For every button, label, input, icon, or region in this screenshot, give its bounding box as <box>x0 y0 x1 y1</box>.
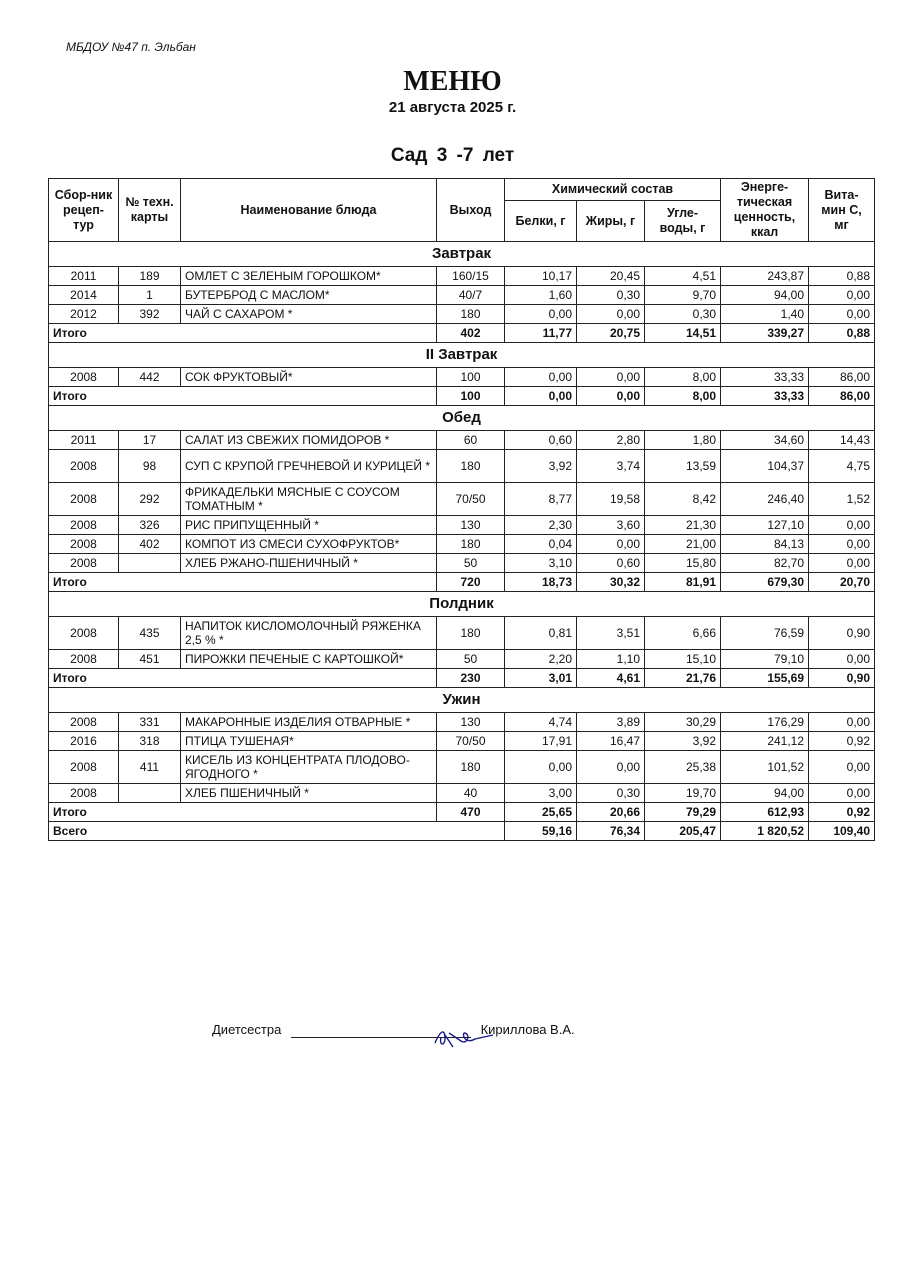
energy-value: 76,59 <box>721 617 809 650</box>
tech-card-number <box>119 554 181 573</box>
table-row <box>49 751 875 784</box>
recipe-collection: 2008 <box>49 784 119 803</box>
protein-value: 0,00 <box>505 751 577 784</box>
grand-total-vitamin-c: 109,40 <box>809 822 875 841</box>
fat-value: 3,51 <box>577 617 645 650</box>
table-row <box>49 535 875 554</box>
table-row <box>49 267 875 286</box>
energy-value: 34,60 <box>721 431 809 450</box>
col-name-header: Наименование блюда <box>181 179 437 242</box>
subtotal-energy: 155,69 <box>721 669 809 688</box>
protein-value: 3,92 <box>505 450 577 483</box>
section-title: II Завтрак <box>49 343 875 368</box>
subtotal-row <box>49 573 875 592</box>
energy-value: 82,70 <box>721 554 809 573</box>
subtotal-label: Итого <box>49 324 437 343</box>
subtotal-fat: 20,75 <box>577 324 645 343</box>
energy-value: 243,87 <box>721 267 809 286</box>
dish-yield: 50 <box>437 650 505 669</box>
energy-value: 94,00 <box>721 286 809 305</box>
subtotal-row <box>49 803 875 822</box>
section-title: Полдник <box>49 592 875 617</box>
col-card-header: № техн. карты <box>119 179 181 242</box>
protein-value: 2,30 <box>505 516 577 535</box>
fat-value: 1,10 <box>577 650 645 669</box>
recipe-collection: 2014 <box>49 286 119 305</box>
menu-date: 21 августа 2025 г. <box>388 99 517 116</box>
section-title: Ужин <box>49 688 875 713</box>
protein-value: 0,60 <box>505 431 577 450</box>
energy-value: 241,12 <box>721 732 809 751</box>
vitamin-c-value: 4,75 <box>809 450 875 483</box>
subtotal-carbs: 8,00 <box>645 387 721 406</box>
subtotal-vitamin-c: 20,70 <box>809 573 875 592</box>
subtotal-protein: 18,73 <box>505 573 577 592</box>
tech-card-number: 331 <box>119 713 181 732</box>
section-row <box>49 406 875 431</box>
tech-card-number: 411 <box>119 751 181 784</box>
energy-value: 176,29 <box>721 713 809 732</box>
dish-name: КОМПОТ ИЗ СМЕСИ СУХОФРУКТОВ* <box>181 535 437 554</box>
recipe-collection: 2016 <box>49 732 119 751</box>
protein-value: 0,00 <box>505 368 577 387</box>
recipe-collection: 2008 <box>49 483 119 516</box>
protein-value: 0,04 <box>505 535 577 554</box>
vitamin-c-value: 0,00 <box>809 713 875 732</box>
subtotal-vitamin-c: 0,88 <box>809 324 875 343</box>
protein-value: 10,17 <box>505 267 577 286</box>
section-title: Завтрак <box>49 242 875 267</box>
carbs-value: 9,70 <box>645 286 721 305</box>
vitamin-c-value: 0,00 <box>809 516 875 535</box>
tech-card-number: 189 <box>119 267 181 286</box>
dish-name: ЧАЙ С САХАРОМ * <box>181 305 437 324</box>
subtotal-label: Итого <box>49 387 437 406</box>
table-row <box>49 650 875 669</box>
subtotal-vitamin-c: 0,90 <box>809 669 875 688</box>
table-row <box>49 286 875 305</box>
recipe-collection: 2008 <box>49 554 119 573</box>
energy-value: 101,52 <box>721 751 809 784</box>
carbs-value: 15,10 <box>645 650 721 669</box>
carbs-value: 21,30 <box>645 516 721 535</box>
protein-value: 2,20 <box>505 650 577 669</box>
grand-total-energy: 1 820,52 <box>721 822 809 841</box>
col-energy-header: Энерге-тическая ценность, ккал <box>721 179 809 242</box>
recipe-collection: 2008 <box>49 751 119 784</box>
table-row <box>49 732 875 751</box>
dish-yield: 70/50 <box>437 732 505 751</box>
subtotal-carbs: 14,51 <box>645 324 721 343</box>
vitamin-c-value: 1,52 <box>809 483 875 516</box>
handwritten-signature <box>431 1025 501 1051</box>
fat-value: 0,00 <box>577 751 645 784</box>
subtotal-yield: 402 <box>437 324 505 343</box>
grand-total-fat: 76,34 <box>577 822 645 841</box>
dish-name: ОМЛЕТ С ЗЕЛЕНЫМ ГОРОШКОМ* <box>181 267 437 286</box>
signer-name: Кириллова В.А. <box>480 1022 575 1037</box>
energy-value: 104,37 <box>721 450 809 483</box>
table-row <box>49 784 875 803</box>
vitamin-c-value: 0,00 <box>809 286 875 305</box>
dish-name: ПТИЦА ТУШЕНАЯ* <box>181 732 437 751</box>
dish-yield: 50 <box>437 554 505 573</box>
table-row <box>49 305 875 324</box>
dish-name: КИСЕЛЬ ИЗ КОНЦЕНТРАТА ПЛОДОВО-ЯГОДНОГО * <box>181 751 437 784</box>
signer-role: Диетсестра <box>212 1022 282 1037</box>
subtotal-yield: 230 <box>437 669 505 688</box>
dish-yield: 40 <box>437 784 505 803</box>
tech-card-number: 318 <box>119 732 181 751</box>
subtotal-fat: 30,32 <box>577 573 645 592</box>
subtotal-fat: 4,61 <box>577 669 645 688</box>
organization-name: МБДОУ №47 п. Эльбан <box>66 40 196 54</box>
vitamin-c-value: 0,90 <box>809 617 875 650</box>
dish-yield: 180 <box>437 305 505 324</box>
table-row <box>49 516 875 535</box>
tech-card-number <box>119 784 181 803</box>
subtotal-yield: 100 <box>437 387 505 406</box>
recipe-collection: 2008 <box>49 368 119 387</box>
dish-yield: 130 <box>437 713 505 732</box>
tech-card-number: 451 <box>119 650 181 669</box>
protein-value: 4,74 <box>505 713 577 732</box>
fat-value: 3,89 <box>577 713 645 732</box>
energy-value: 94,00 <box>721 784 809 803</box>
energy-value: 246,40 <box>721 483 809 516</box>
vitamin-c-value: 0,00 <box>809 784 875 803</box>
subtotal-yield: 720 <box>437 573 505 592</box>
recipe-collection: 2008 <box>49 713 119 732</box>
subtotal-row <box>49 669 875 688</box>
signature-block <box>212 1022 575 1037</box>
dish-yield: 60 <box>437 431 505 450</box>
subtotal-protein: 11,77 <box>505 324 577 343</box>
tech-card-number: 402 <box>119 535 181 554</box>
recipe-collection: 2008 <box>49 535 119 554</box>
carbs-value: 21,00 <box>645 535 721 554</box>
dish-name: БУТЕРБРОД С МАСЛОМ* <box>181 286 437 305</box>
signature-line <box>291 1037 471 1038</box>
table-header <box>49 179 875 242</box>
subtotal-carbs: 21,76 <box>645 669 721 688</box>
dish-name: ПИРОЖКИ ПЕЧЕНЫЕ С КАРТОШКОЙ* <box>181 650 437 669</box>
dish-name: ФРИКАДЕЛЬКИ МЯСНЫЕ С СОУСОМ ТОМАТНЫМ * <box>181 483 437 516</box>
subtotal-row <box>49 324 875 343</box>
table-row <box>49 554 875 573</box>
col-fat-header: Жиры, г <box>577 201 645 242</box>
subtotal-vitamin-c: 0,92 <box>809 803 875 822</box>
vitamin-c-value: 0,00 <box>809 751 875 784</box>
dish-name: САЛАТ ИЗ СВЕЖИХ ПОМИДОРОВ * <box>181 431 437 450</box>
recipe-collection: 2012 <box>49 305 119 324</box>
dish-yield: 180 <box>437 535 505 554</box>
dish-yield: 70/50 <box>437 483 505 516</box>
tech-card-number: 292 <box>119 483 181 516</box>
age-group: Сад 3 -7 лет <box>390 145 515 166</box>
tech-card-number: 98 <box>119 450 181 483</box>
recipe-collection: 2008 <box>49 617 119 650</box>
carbs-value: 3,92 <box>645 732 721 751</box>
carbs-value: 1,80 <box>645 431 721 450</box>
dish-yield: 100 <box>437 368 505 387</box>
grand-total-row <box>49 822 875 841</box>
grand-total-carbs: 205,47 <box>645 822 721 841</box>
fat-value: 0,00 <box>577 535 645 554</box>
col-protein-header: Белки, г <box>505 201 577 242</box>
fat-value: 0,00 <box>577 368 645 387</box>
fat-value: 0,30 <box>577 784 645 803</box>
table-row <box>49 431 875 450</box>
carbs-value: 30,29 <box>645 713 721 732</box>
col-vitc-header: Вита-мин С, мг <box>809 179 875 242</box>
col-chem-header: Химический состав <box>505 179 721 201</box>
recipe-collection: 2008 <box>49 650 119 669</box>
subtotal-carbs: 81,91 <box>645 573 721 592</box>
recipe-collection: 2011 <box>49 431 119 450</box>
dish-yield: 180 <box>437 450 505 483</box>
grand-total-label: Всего <box>49 822 505 841</box>
dish-yield: 130 <box>437 516 505 535</box>
table-row <box>49 617 875 650</box>
protein-value: 3,10 <box>505 554 577 573</box>
fat-value: 0,30 <box>577 286 645 305</box>
protein-value: 17,91 <box>505 732 577 751</box>
fat-value: 20,45 <box>577 267 645 286</box>
subtotal-energy: 33,33 <box>721 387 809 406</box>
carbs-value: 0,30 <box>645 305 721 324</box>
carbs-value: 19,70 <box>645 784 721 803</box>
vitamin-c-value: 0,00 <box>809 650 875 669</box>
dish-name: НАПИТОК КИСЛОМОЛОЧНЫЙ РЯЖЕНКА 2,5 % * <box>181 617 437 650</box>
subtotal-vitamin-c: 86,00 <box>809 387 875 406</box>
table-row <box>49 483 875 516</box>
protein-value: 1,60 <box>505 286 577 305</box>
section-row <box>49 688 875 713</box>
protein-value: 8,77 <box>505 483 577 516</box>
subtotal-protein: 0,00 <box>505 387 577 406</box>
energy-value: 84,13 <box>721 535 809 554</box>
vitamin-c-value: 0,00 <box>809 554 875 573</box>
protein-value: 0,00 <box>505 305 577 324</box>
table-body <box>49 242 875 841</box>
fat-value: 0,00 <box>577 305 645 324</box>
subtotal-fat: 20,66 <box>577 803 645 822</box>
recipe-collection: 2008 <box>49 516 119 535</box>
page-title: МЕНЮ <box>403 66 502 97</box>
tech-card-number: 1 <box>119 286 181 305</box>
subtotal-label: Итого <box>49 669 437 688</box>
fat-value: 3,74 <box>577 450 645 483</box>
grand-total-protein: 59,16 <box>505 822 577 841</box>
subtotal-yield: 470 <box>437 803 505 822</box>
vitamin-c-value: 14,43 <box>809 431 875 450</box>
dish-yield: 180 <box>437 751 505 784</box>
subtotal-fat: 0,00 <box>577 387 645 406</box>
section-row <box>49 242 875 267</box>
carbs-value: 13,59 <box>645 450 721 483</box>
dish-yield: 40/7 <box>437 286 505 305</box>
tech-card-number: 392 <box>119 305 181 324</box>
section-title: Обед <box>49 406 875 431</box>
carbs-value: 4,51 <box>645 267 721 286</box>
carbs-value: 8,42 <box>645 483 721 516</box>
menu-table <box>48 178 875 841</box>
energy-value: 33,33 <box>721 368 809 387</box>
section-row <box>49 592 875 617</box>
carbs-value: 6,66 <box>645 617 721 650</box>
fat-value: 0,60 <box>577 554 645 573</box>
vitamin-c-value: 86,00 <box>809 368 875 387</box>
subtotal-protein: 25,65 <box>505 803 577 822</box>
vitamin-c-value: 0,88 <box>809 267 875 286</box>
fat-value: 19,58 <box>577 483 645 516</box>
subtotal-energy: 679,30 <box>721 573 809 592</box>
energy-value: 127,10 <box>721 516 809 535</box>
dish-yield: 160/15 <box>437 267 505 286</box>
carbs-value: 15,80 <box>645 554 721 573</box>
tech-card-number: 442 <box>119 368 181 387</box>
table-row <box>49 713 875 732</box>
energy-value: 1,40 <box>721 305 809 324</box>
vitamin-c-value: 0,00 <box>809 535 875 554</box>
vitamin-c-value: 0,00 <box>809 305 875 324</box>
dish-name: СУП С КРУПОЙ ГРЕЧНЕВОЙ И КУРИЦЕЙ * <box>181 450 437 483</box>
protein-value: 0,81 <box>505 617 577 650</box>
subtotal-label: Итого <box>49 803 437 822</box>
subtotal-energy: 339,27 <box>721 324 809 343</box>
subtotal-protein: 3,01 <box>505 669 577 688</box>
recipe-collection: 2008 <box>49 450 119 483</box>
dish-name: ХЛЕБ РЖАНО-ПШЕНИЧНЫЙ * <box>181 554 437 573</box>
fat-value: 3,60 <box>577 516 645 535</box>
dish-name: ХЛЕБ ПШЕНИЧНЫЙ * <box>181 784 437 803</box>
carbs-value: 8,00 <box>645 368 721 387</box>
dish-name: РИС ПРИПУЩЕННЫЙ * <box>181 516 437 535</box>
subtotal-label: Итого <box>49 573 437 592</box>
col-carbs-header: Угле-воды, г <box>645 201 721 242</box>
col-collection-header: Сбор-ник рецеп-тур <box>49 179 119 242</box>
dish-yield: 180 <box>437 617 505 650</box>
tech-card-number: 435 <box>119 617 181 650</box>
subtotal-energy: 612,93 <box>721 803 809 822</box>
table-row <box>49 368 875 387</box>
fat-value: 16,47 <box>577 732 645 751</box>
table-row <box>49 450 875 483</box>
dish-name: МАКАРОННЫЕ ИЗДЕЛИЯ ОТВАРНЫЕ * <box>181 713 437 732</box>
carbs-value: 25,38 <box>645 751 721 784</box>
protein-value: 3,00 <box>505 784 577 803</box>
tech-card-number: 326 <box>119 516 181 535</box>
section-row <box>49 343 875 368</box>
dish-name: СОК ФРУКТОВЫЙ* <box>181 368 437 387</box>
subtotal-carbs: 79,29 <box>645 803 721 822</box>
col-yield-header: Выход <box>437 179 505 242</box>
subtotal-row <box>49 387 875 406</box>
energy-value: 79,10 <box>721 650 809 669</box>
recipe-collection: 2011 <box>49 267 119 286</box>
tech-card-number: 17 <box>119 431 181 450</box>
vitamin-c-value: 0,92 <box>809 732 875 751</box>
fat-value: 2,80 <box>577 431 645 450</box>
